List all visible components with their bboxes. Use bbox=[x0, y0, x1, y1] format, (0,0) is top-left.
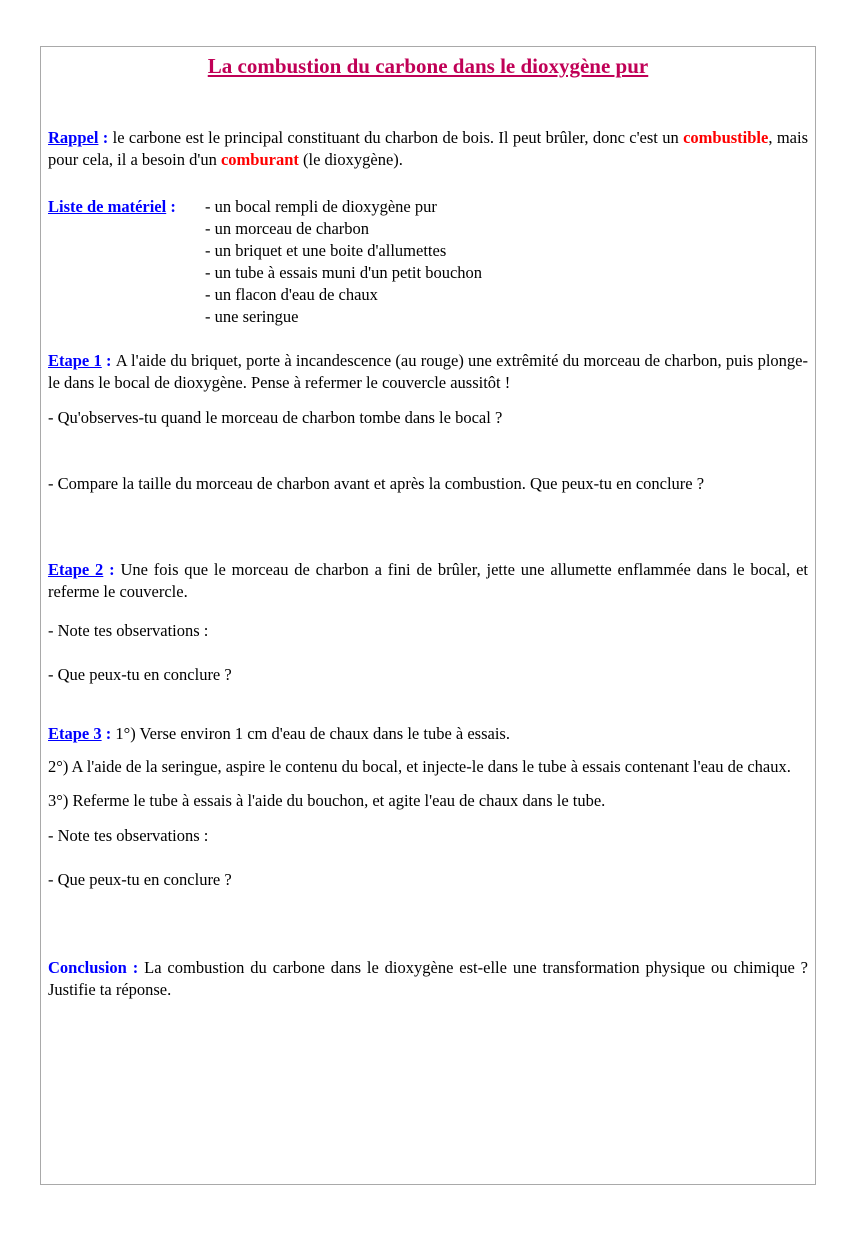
etape3-step1-text: 1°) Verse environ 1 cm d'eau de chaux dans le tube à essais. bbox=[115, 724, 510, 743]
etape2-text: Une fois que le morceau de charbon a fini de brûler, jette une allumette enflammée dans le bocal, et referme le couvercle. bbox=[48, 560, 809, 601]
conclusion-paragraph bbox=[48, 957, 808, 1001]
materiel-colon: : bbox=[166, 197, 180, 216]
materiel-item: - un bocal rempli de dioxygène pur bbox=[205, 197, 437, 216]
etape2-question-observations: - Note tes observations : bbox=[48, 621, 209, 640]
etape3-paragraph bbox=[48, 723, 808, 745]
etape3-label: Etape 3 bbox=[48, 724, 102, 743]
etape1-paragraph bbox=[48, 350, 808, 394]
etape3-question-conclure: - Que peux-tu en conclure ? bbox=[48, 870, 232, 889]
rappel-colon: : bbox=[98, 128, 113, 147]
conclusion-label: Conclusion bbox=[48, 958, 127, 977]
conclusion-colon: : bbox=[126, 958, 145, 977]
materiel-label-text: Liste de matériel bbox=[48, 197, 167, 216]
etape2-label: Etape 2 bbox=[48, 560, 104, 579]
materiel-label bbox=[48, 196, 205, 218]
rappel-label: Rappel bbox=[48, 128, 99, 147]
rappel-emphasis-combustible: combustible bbox=[683, 128, 769, 147]
page-border-frame bbox=[40, 46, 816, 1185]
rappel-text-start: le carbone est le principal constituant du charbon de bois. Il peut brûler, donc c'est un bbox=[112, 128, 684, 147]
etape3-step2-paragraph: 2°) A l'aide de la seringue, aspire le contenu du bocal, et injecte-le dans le tube à essais contenant l'eau de chaux. bbox=[48, 757, 791, 776]
rappel-text-end: (le dioxygène). bbox=[298, 150, 403, 169]
etape2-colon: : bbox=[103, 560, 121, 579]
etape2-question-conclure: - Que peux-tu en conclure ? bbox=[48, 665, 232, 684]
materiel-item: - un briquet et une boite d'allumettes bbox=[205, 241, 447, 260]
materiel-item: - une seringue bbox=[205, 307, 299, 326]
rappel-paragraph bbox=[48, 127, 808, 171]
etape1-question-compare: - Compare la taille du morceau de charbon avant et après la combustion. Que peux-tu en conclure ? bbox=[48, 474, 705, 493]
materiel-item: - un flacon d'eau de chaux bbox=[205, 285, 378, 304]
document-title: La combustion du carbone dans le dioxygène pur bbox=[207, 54, 649, 78]
etape1-question-observes: - Qu'observes-tu quand le morceau de charbon tombe dans le bocal ? bbox=[48, 408, 503, 427]
rappel-emphasis-comburant: comburant bbox=[220, 150, 299, 169]
materiel-items-list bbox=[205, 196, 482, 328]
materiel-item: - un tube à essais muni d'un petit bouchon bbox=[205, 263, 483, 282]
etape3-question-observations: - Note tes observations : bbox=[48, 826, 209, 845]
conclusion-text: La combustion du carbone dans le dioxygène est-elle une transformation physique ou chimique ? Justifie ta réponse. bbox=[48, 958, 808, 999]
materiel-section bbox=[48, 196, 808, 328]
etape1-label: Etape 1 bbox=[48, 351, 102, 370]
etape1-text: A l'aide du briquet, porte à incandescence (au rouge) une extrêmité du morceau de charbon, puis plonge-le dans le bocal de dioxygène. Pense à refermer le couvercle aussitôt ! bbox=[48, 351, 808, 392]
etape2-paragraph bbox=[48, 559, 808, 603]
etape3-colon: : bbox=[101, 724, 116, 743]
etape1-colon: : bbox=[101, 351, 116, 370]
rappel-text-middle: , mais pour cela, il a besoin d'un bbox=[48, 128, 808, 169]
materiel-item: - un morceau de charbon bbox=[205, 219, 370, 238]
etape3-step3-paragraph: 3°) Referme le tube à essais à l'aide du bouchon, et agite l'eau de chaux dans le tube. bbox=[48, 791, 606, 810]
